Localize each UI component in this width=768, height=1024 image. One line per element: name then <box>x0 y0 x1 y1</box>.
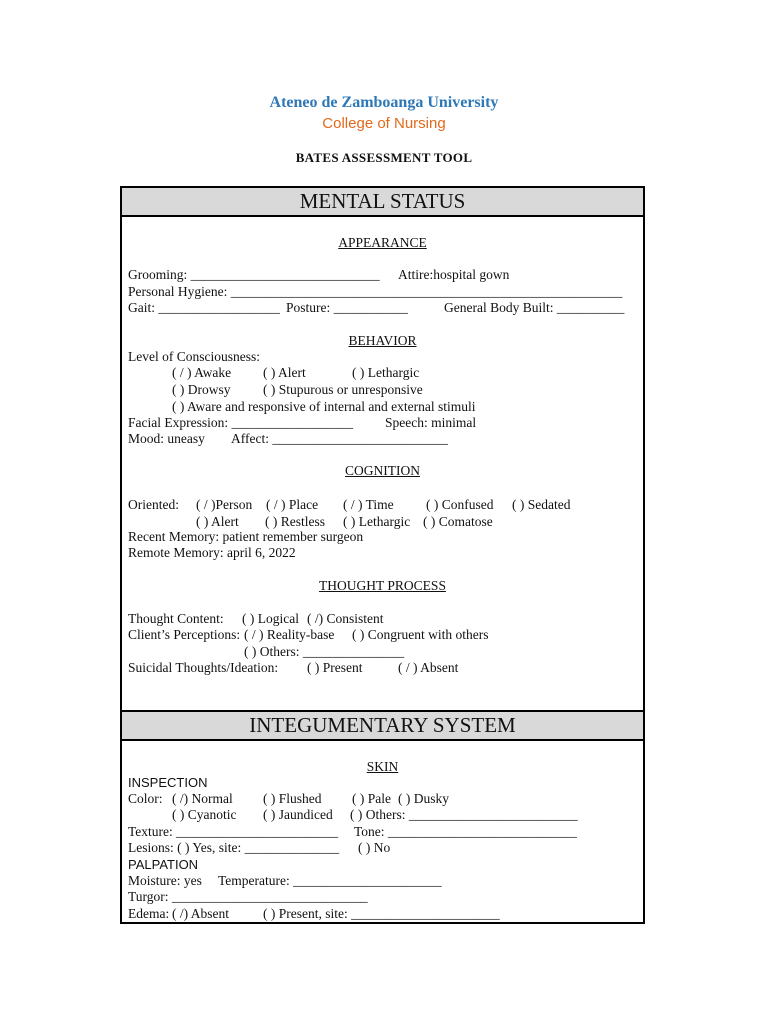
lesions-no-option: ( ) No <box>358 840 391 855</box>
comatose-option: ( ) Comatose <box>423 514 493 529</box>
palpation-label: PALPATION <box>128 857 199 872</box>
pale-option: ( ) Pale <box>352 791 391 806</box>
facial-expression-field: Facial Expression: __________________ <box>128 415 353 430</box>
logical-option: ( ) Logical <box>242 611 299 626</box>
place-option: ( / ) Place <box>266 497 319 512</box>
cognition-heading: COGNITION <box>345 463 420 478</box>
posture-field: Posture: ___________ <box>286 300 408 315</box>
attire-field: Attire:hospital gown <box>398 267 510 282</box>
loc-label: Level of Consciousness: <box>128 349 260 364</box>
restless-option: ( ) Restless <box>265 514 325 529</box>
lethargic-option: ( ) Lethargic <box>352 365 420 380</box>
affect-field: Affect: __________________________ <box>231 431 448 446</box>
person-option: ( / )Person <box>196 497 253 512</box>
suicidal-label: Suicidal Thoughts/Ideation: <box>128 660 279 675</box>
lesions-field: Lesions: ( ) Yes, site: ______________ <box>128 840 340 855</box>
tool-title: BATES ASSESSMENT TOOL <box>295 150 473 165</box>
remote-memory-field: Remote Memory: april 6, 2022 <box>128 545 296 560</box>
consistent-option: ( /) Consistent <box>307 611 384 626</box>
edema-present-option: ( ) Present, site: ______________________ <box>263 906 500 921</box>
edema-label: Edema: <box>128 906 170 921</box>
alert-option: ( ) Alert <box>263 365 306 380</box>
drowsy-option: ( ) Drowsy <box>172 382 231 397</box>
present-option: ( ) Present <box>307 660 363 675</box>
sedated-option: ( ) Sedated <box>512 497 571 512</box>
appearance-heading: APPEARANCE <box>338 235 427 250</box>
mood-field: Mood: uneasy <box>128 431 205 446</box>
time-option: ( / ) Time <box>343 497 394 512</box>
normal-option: ( /) Normal <box>172 791 233 806</box>
moisture-field: Moisture: yes <box>128 873 202 888</box>
confused-option: ( ) Confused <box>426 497 494 512</box>
stuporous-option: ( ) Stupurous or unresponsive <box>263 382 423 397</box>
inspection-label: INSPECTION <box>128 775 208 790</box>
mental-status-header: MENTAL STATUS <box>120 186 645 217</box>
texture-field: Texture: ________________________ <box>128 824 339 839</box>
aware-option: ( ) Aware and responsive of internal and external stimuli <box>172 399 476 414</box>
integumentary-header: INTEGUMENTARY SYSTEM <box>120 710 645 741</box>
behavior-heading: BEHAVIOR <box>348 333 417 348</box>
grooming-field: Grooming: ____________________________ <box>128 267 380 282</box>
lethargic-option: ( ) Lethargic <box>343 514 411 529</box>
others-option: ( ) Others: _______________ <box>244 644 405 659</box>
dusky-option: ( ) Dusky <box>398 791 449 806</box>
absent-option: ( / ) Absent <box>398 660 459 675</box>
color-label: Color: <box>128 791 163 806</box>
flushed-option: ( ) Flushed <box>263 791 322 806</box>
speech-field: Speech: minimal <box>385 415 477 430</box>
hygiene-field: Personal Hygiene: __________________________________________________________ <box>128 284 623 299</box>
thought-content-label: Thought Content: <box>128 611 224 626</box>
congruent-option: ( ) Congruent with others <box>352 627 489 642</box>
perceptions-label: Client’s Perceptions: <box>128 627 241 642</box>
university-name: Ateneo de Zamboanga University <box>269 94 499 111</box>
thought-process-heading: THOUGHT PROCESS <box>319 578 446 593</box>
body-built-field: General Body Built: __________ <box>444 300 625 315</box>
tone-field: Tone: ____________________________ <box>354 824 577 839</box>
skin-heading: SKIN <box>366 759 399 774</box>
turgor-field: Turgor: _____________________________ <box>128 889 368 904</box>
jaundiced-option: ( ) Jaundiced <box>263 807 333 822</box>
awake-option: ( / ) Awake <box>172 365 232 380</box>
recent-memory-field: Recent Memory: patient remember surgeon <box>128 529 364 544</box>
oriented-label: Oriented: <box>128 497 179 512</box>
college-name: College of Nursing <box>322 115 446 132</box>
edema-absent-option: ( /) Absent <box>172 906 229 921</box>
temperature-field: Temperature: ______________________ <box>218 873 442 888</box>
gait-field: Gait: __________________ <box>128 300 280 315</box>
alert-option: ( ) Alert <box>196 514 239 529</box>
reality-option: ( / ) Reality-base <box>244 627 335 642</box>
skin-others-option: ( ) Others: _________________________ <box>350 807 578 822</box>
cyanotic-option: ( ) Cyanotic <box>172 807 237 822</box>
